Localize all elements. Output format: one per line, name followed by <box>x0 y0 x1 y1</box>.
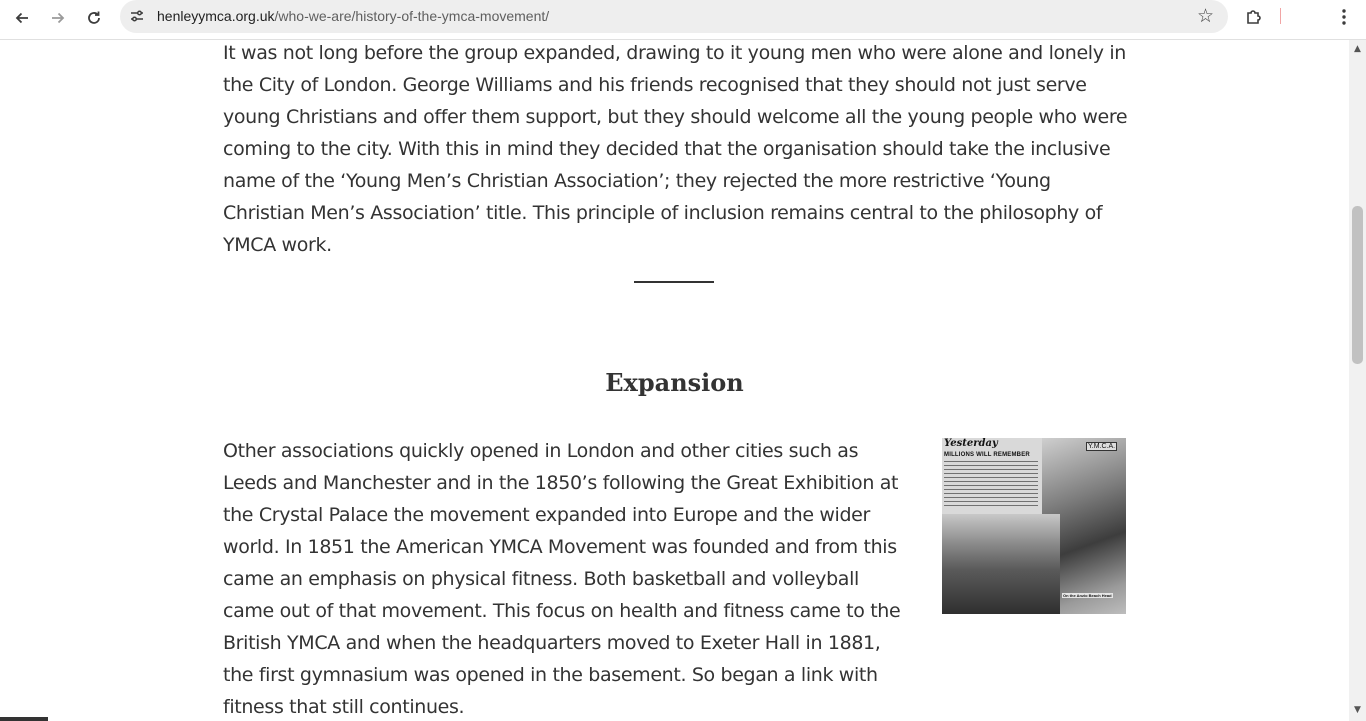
kebab-menu-icon <box>1342 9 1346 25</box>
photo-street-scene <box>942 514 1060 614</box>
article-paragraph: It was not long before the group expanded, drawing to it young men who were alone and lonely in the City of London. George Williams and his friends recognised that they should not just serve young Christians and offer them support, but they should welcome all the young people who were coming to the city. With this in mind they decided that the organisation should take the inclusive name of the ‘Young Men’s Christian Association’; they rejected the more restrictive ‘Young Christian Men’s Association’ title. This principle of inclusion remains central to the philosophy of YMCA work. <box>223 42 1128 256</box>
browser-toolbar <box>0 0 1366 40</box>
url-path: /who-we-are/history-of-the-ymca-movement/ <box>274 8 550 24</box>
back-button[interactable] <box>7 3 37 33</box>
arrow-left-icon <box>14 10 30 26</box>
photo-caption: On the Anzio Beach Head <box>1063 593 1112 598</box>
extensions-button[interactable] <box>1240 4 1268 30</box>
forward-button[interactable] <box>43 3 73 33</box>
page-content <box>0 40 1349 721</box>
photo-subtitle: MILLIONS WILL REMEMBER <box>944 452 1030 458</box>
url-text[interactable] <box>157 8 549 24</box>
section-heading: Expansion <box>605 368 744 397</box>
url-host: henleyymca.org.uk <box>157 8 275 24</box>
scroll-down-arrow-icon[interactable]: ▼ <box>1354 705 1361 715</box>
bottom-rule <box>0 717 48 721</box>
newspaper-text-block <box>944 461 1038 509</box>
page-scrollbar[interactable] <box>1349 40 1366 721</box>
photo-badge: Y.M.C.A. <box>1088 443 1116 450</box>
reload-icon <box>86 10 102 26</box>
arrow-right-icon <box>50 10 66 26</box>
historic-newspaper-image <box>942 438 1126 614</box>
puzzle-icon <box>1245 8 1263 26</box>
browser-menu-button[interactable] <box>1332 4 1356 30</box>
bookmark-star-icon[interactable]: ☆ <box>1196 5 1214 27</box>
scrollbar-thumb[interactable] <box>1352 206 1363 364</box>
site-info-icon[interactable] <box>128 7 146 25</box>
toolbar-divider <box>1280 8 1281 24</box>
photo-title: Yesterday <box>944 438 998 449</box>
section-divider <box>634 281 714 283</box>
reload-button[interactable] <box>79 3 109 33</box>
address-bar[interactable] <box>120 0 1228 33</box>
article-paragraph: Other associations quickly opened in London and other cities such as Leeds and Manchester and in the 1850’s following the Great Exhibition at the Crystal Palace the movement expanded into Europe and the wider world. In 1851 the American YMCA Movement was founded and from this came an emphasis on physical fitness. Both basketball and volleyball came out of that movement. This focus on health and fitness came to the British YMCA and when the headquarters moved to Exeter Hall in 1881, the first gymnasium was opened in the basement. So began a link with fitness that still continues. <box>223 440 901 718</box>
scroll-up-arrow-icon[interactable]: ▲ <box>1354 44 1361 54</box>
